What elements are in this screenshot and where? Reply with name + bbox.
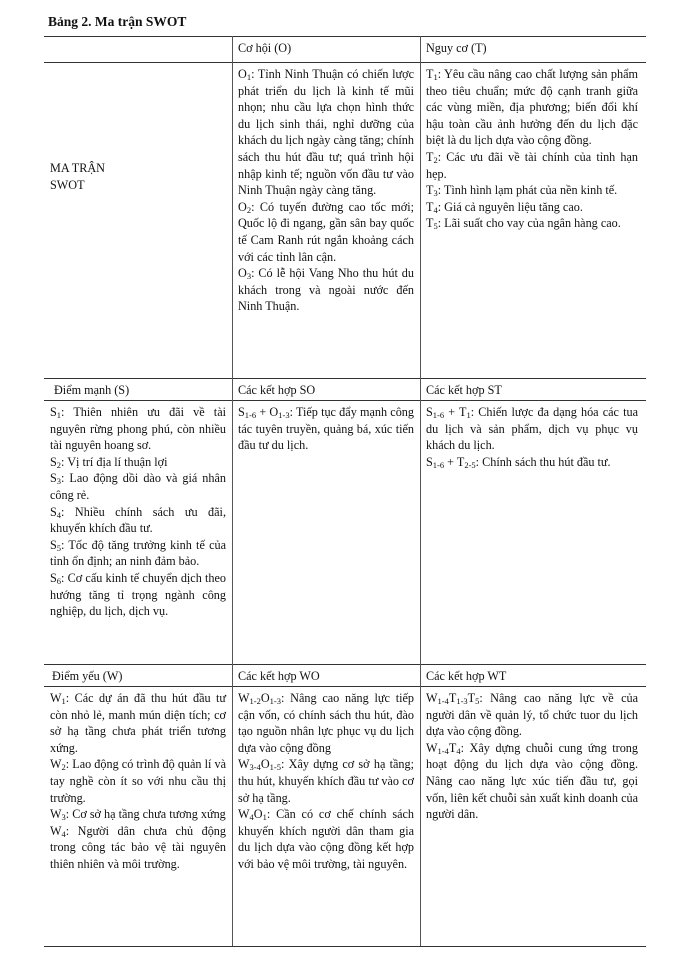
rule-strengths-sub bbox=[44, 400, 646, 401]
st-header: Các kết hợp ST bbox=[426, 383, 502, 397]
rule-bottom bbox=[44, 946, 646, 947]
wt-item: $W_{1-4}T_4$: Xây dựng chuỗi cung ứng trong hoạt động du lịch dựa vào cộng đồng. Nâng cao năng lực xúc tiến đầu tư, gọi vốn, liên kết chuỗi sản xuất kinh doanh của người dân. bbox=[426, 740, 638, 822]
matrix-label-line1: MA TRẬN bbox=[50, 161, 105, 175]
col-divider-2 bbox=[420, 36, 421, 946]
opportunities-cell bbox=[238, 66, 414, 315]
threat-item: $T_5$: Lãi suất cho vay của ngân hàng cao. bbox=[426, 216, 621, 232]
threat-item: $T_2$: Các ưu đãi về tài chính của tỉnh hạn hẹp. bbox=[426, 149, 638, 181]
wt-header: Các kết hợp WT bbox=[426, 669, 507, 683]
wo-header: Các kết hợp WO bbox=[238, 669, 320, 683]
wo-item: $W_4O_1$: Cần có cơ chế chính sách khuyến khích người dân tham gia du lịch dựa vào cộng đồng kết hợp với bảo vệ môi trường, tài nguyên. bbox=[238, 807, 414, 871]
st-item: $S_{1-6} + T_1$: Chiến lược đa dạng hóa các tua du lịch và sản phẩm, dịch vụ phục vụ khách du lịch. bbox=[426, 405, 638, 453]
threat-item: $T_1$: Yêu cầu nâng cao chất lượng sản phẩm theo tiêu chuẩn; mức độ cạnh tranh giữa các vùng miền, địa phương; biến đổi khí hậu toàn cầu ảnh hưởng đến du lịch đặc biệt là du lịch dựa vào cộng đồng. bbox=[426, 67, 638, 148]
st-item: $S_{1-6} + T_{2-5}$: Chính sách thu hút đầu tư. bbox=[426, 454, 611, 470]
opportunity-item: $O_3$: Có lễ hội Vang Nho thu hút du khách trong và ngoài nước đến Ninh Thuận. bbox=[238, 266, 414, 314]
strength-item: $S_4$: Nhiều chính sách ưu đãi, khuyến khích đầu tư. bbox=[50, 504, 226, 536]
rule-weaknesses-sub bbox=[44, 686, 646, 687]
wt-item: $W_{1-4}T_{1-3}T_5$: Nâng cao năng lực về của người dân về quản lý, tổ chức tuor du lịch dựa vào cộng đồng. bbox=[426, 691, 638, 739]
wo-cell bbox=[238, 690, 414, 873]
so-item: $S_{1-6} + O_{1-3}$: Tiếp tục đẩy mạnh công tác tuyên truyền, quảng bá, xúc tiến đầu tư du lịch. bbox=[238, 405, 414, 453]
matrix-label-line2: SWOT bbox=[50, 177, 85, 192]
rule-weaknesses bbox=[44, 664, 646, 665]
header-threats: Nguy cơ (T) bbox=[426, 41, 487, 55]
so-header: Các kết hợp SO bbox=[238, 383, 316, 397]
threat-item: $T_3$: Tình hình lạm phát của nền kinh tế. bbox=[426, 183, 618, 199]
strength-item: $S_1$: Thiên nhiên ưu đãi về tài nguyên rừng phong phú, còn nhiều tài nguyên hoang sơ. bbox=[50, 405, 226, 453]
weaknesses-cell bbox=[50, 690, 226, 873]
rule-header bbox=[44, 62, 646, 63]
weakness-item: $W_1$: Các dự án đã thu hút đầu tư còn nhỏ lẻ, manh mún diện tích; cơ sở hạ tầng chưa phát triển tương xứng. bbox=[50, 691, 226, 755]
col-divider-1 bbox=[232, 36, 233, 946]
opportunity-item: $O_1$: Tỉnh Ninh Thuận có chiến lược phát triển du lịch là kinh tế mũi nhọn; nhu cầu lựa chọn hình thức du lịch sinh thái, nghỉ dưỡng của khách du lịch ngày càng tăng; chính sách thu hút đầu tư; quá trình hội nhập kinh tế; nguồn vốn đầu tư vào Ninh Thuận ngày càng tăng. bbox=[238, 67, 414, 198]
header-opportunities: Cơ hội (O) bbox=[238, 41, 292, 55]
opportunity-item: $O_2$: Có tuyến đường cao tốc mới; Quốc lộ đi ngang, gần sân bay quốc tế Cam Ranh rút ngắn khoảng cách với các tỉnh lân cận. bbox=[238, 199, 414, 264]
st-cell bbox=[426, 404, 638, 470]
weakness-item: $W_4$: Người dân chưa chủ động trong công tác bảo vệ tài nguyên thiên nhiên và môi trường. bbox=[50, 823, 226, 871]
rule-strengths bbox=[44, 378, 646, 379]
weakness-item: $W_2$: Lao động có trình độ quản lí và tay nghề còn ít so với nhu cầu thị trường. bbox=[50, 757, 226, 805]
strengths-cell bbox=[50, 404, 226, 620]
matrix-label bbox=[50, 160, 220, 193]
strength-item: $S_3$: Lao động dồi dào và giá nhân công rẻ. bbox=[50, 471, 226, 502]
threat-item: $T_4$: Giá cả nguyên liệu tăng cao. bbox=[426, 199, 583, 215]
strengths-header: Điểm mạnh (S) bbox=[54, 383, 130, 397]
so-cell bbox=[238, 404, 414, 454]
weaknesses-header: Điểm yếu (W) bbox=[52, 669, 123, 683]
wo-item: $W_{3-4}O_{1-5}$: Xây dựng cơ sở hạ tầng; thu hút, khuyến khích đầu tư vào cơ sở hạ tầng. bbox=[238, 757, 414, 805]
weakness-item: $W_3$: Cơ sở hạ tầng chưa tương xứng bbox=[50, 807, 226, 823]
table-caption: Bảng 2. Ma trận SWOT bbox=[48, 14, 187, 29]
strength-item: $S_2$: Vị trí địa lí thuận lợi bbox=[50, 454, 168, 470]
threats-cell bbox=[426, 66, 638, 232]
rule-top bbox=[44, 36, 646, 37]
strength-item: $S_5$: Tốc độ tăng trưởng kinh tế của tỉnh ổn định; an ninh đảm bảo. bbox=[50, 537, 226, 569]
wo-item: $W_{1-2}O_{1-3}$: Nâng cao năng lực tiếp cận vốn, có chính sách thu hút, đào tạo nguồn nhân lực phục vụ du lịch dựa vào cộng đồng bbox=[238, 691, 414, 755]
strength-item: $S_6$: Cơ cấu kinh tế chuyển dịch theo hướng tăng tỉ trọng ngành công nghiệp, du lịch, dịch vụ. bbox=[50, 570, 226, 619]
wt-cell bbox=[426, 690, 638, 823]
